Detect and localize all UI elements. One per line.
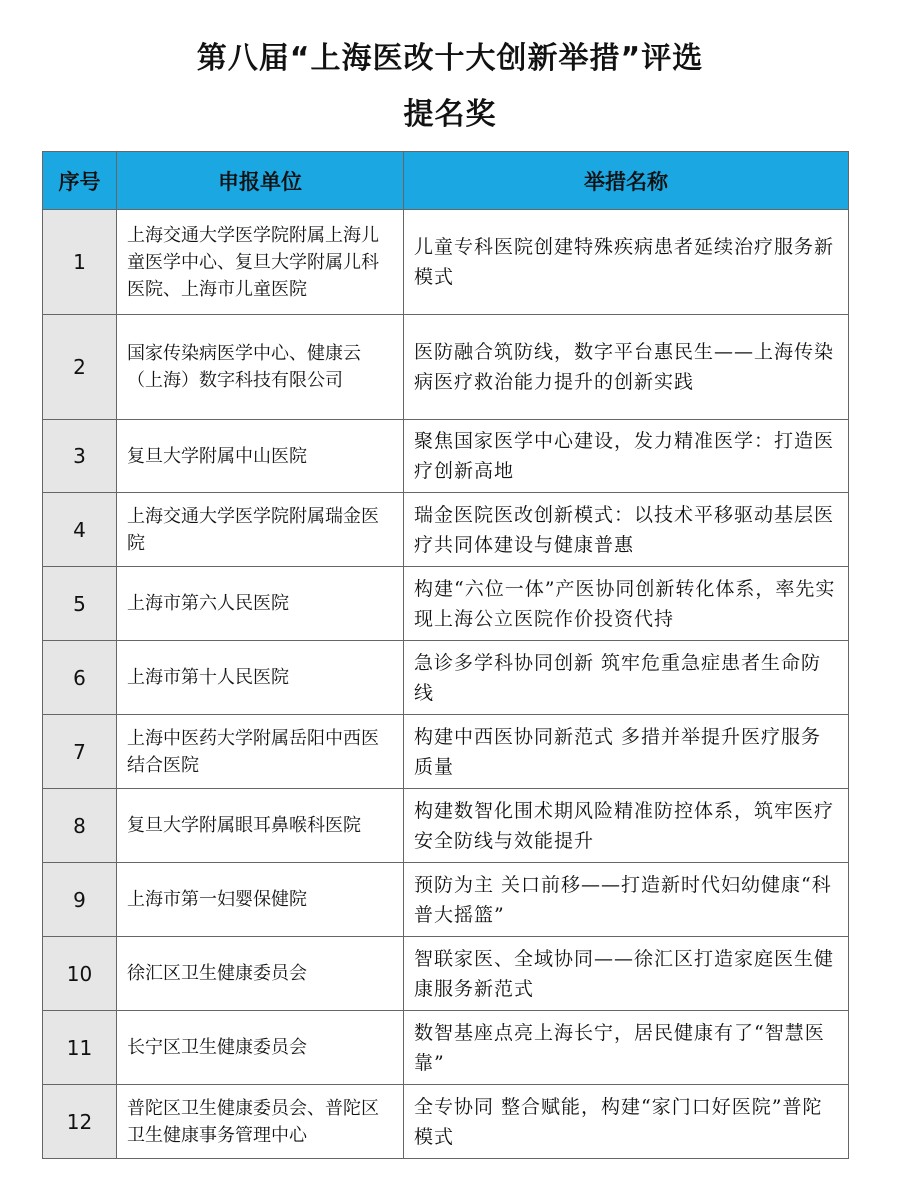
row-unit: 上海交通大学医学院附属上海儿童医学中心、复旦大学附属儿科医院、上海市儿童医院 [117, 210, 404, 315]
row-number: 6 [43, 641, 117, 715]
row-number: 12 [43, 1085, 117, 1159]
row-number: 10 [43, 937, 117, 1011]
row-unit: 国家传染病医学中心、健康云（上海）数字科技有限公司 [117, 315, 404, 420]
table-row [43, 715, 849, 789]
table-row [43, 210, 849, 315]
row-measure: 瑞金医院医改创新模式：以技术平移驱动基层医疗共同体建设与健康普惠 [404, 493, 849, 567]
row-unit: 复旦大学附属眼耳鼻喉科医院 [117, 789, 404, 863]
row-measure: 儿童专科医院创建特殊疾病患者延续治疗服务新模式 [404, 210, 849, 315]
row-unit: 上海交通大学医学院附属瑞金医院 [117, 493, 404, 567]
row-number: 7 [43, 715, 117, 789]
table-header-row [43, 152, 849, 210]
row-number: 11 [43, 1011, 117, 1085]
row-unit: 长宁区卫生健康委员会 [117, 1011, 404, 1085]
table-row [43, 863, 849, 937]
row-measure: 全专协同 整合赋能，构建“家门口好医院”普陀模式 [404, 1085, 849, 1159]
row-number: 8 [43, 789, 117, 863]
row-number: 9 [43, 863, 117, 937]
row-unit: 普陀区卫生健康委员会、普陀区卫生健康事务管理中心 [117, 1085, 404, 1159]
row-unit: 上海市第十人民医院 [117, 641, 404, 715]
table-row [43, 315, 849, 420]
row-measure: 智联家医、全域协同——徐汇区打造家庭医生健康服务新范式 [404, 937, 849, 1011]
table-row [43, 493, 849, 567]
row-unit: 上海市第一妇婴保健院 [117, 863, 404, 937]
table-row [43, 789, 849, 863]
column-header-measure: 举措名称 [404, 152, 849, 210]
row-unit: 徐汇区卫生健康委员会 [117, 937, 404, 1011]
row-measure: 聚焦国家医学中心建设，发力精准医学：打造医疗创新高地 [404, 420, 849, 493]
page-subtitle: 提名奖 [403, 97, 497, 132]
row-unit: 上海市第六人民医院 [117, 567, 404, 641]
page-title: 第八届“上海医改十大创新举措”评选 [196, 41, 704, 76]
row-number: 3 [43, 420, 117, 493]
row-measure: 构建中西医协同新范式 多措并举提升医疗服务质量 [404, 715, 849, 789]
row-unit: 上海中医药大学附属岳阳中西医结合医院 [117, 715, 404, 789]
row-measure: 构建“六位一体”产医协同创新转化体系，率先实现上海公立医院作价投资代持 [404, 567, 849, 641]
table-row [43, 937, 849, 1011]
nomination-table [42, 151, 849, 1159]
row-measure: 急诊多学科协同创新 筑牢危重急症患者生命防线 [404, 641, 849, 715]
row-measure: 构建数智化围术期风险精准防控体系，筑牢医疗安全防线与效能提升 [404, 789, 849, 863]
row-number: 2 [43, 315, 117, 420]
table-row [43, 1011, 849, 1085]
row-number: 4 [43, 493, 117, 567]
row-measure: 预防为主 关口前移——打造新时代妇幼健康“科普大摇篮” [404, 863, 849, 937]
table-row [43, 1085, 849, 1159]
column-header-number: 序号 [43, 152, 117, 210]
table-row [43, 420, 849, 493]
row-unit: 复旦大学附属中山医院 [117, 420, 404, 493]
row-number: 5 [43, 567, 117, 641]
column-header-unit: 申报单位 [117, 152, 404, 210]
row-measure: 数智基座点亮上海长宁，居民健康有了“智慧医靠” [404, 1011, 849, 1085]
row-measure: 医防融合筑防线，数字平台惠民生——上海传染病医疗救治能力提升的创新实践 [404, 315, 849, 420]
table-row [43, 567, 849, 641]
row-number: 1 [43, 210, 117, 315]
table-row [43, 641, 849, 715]
